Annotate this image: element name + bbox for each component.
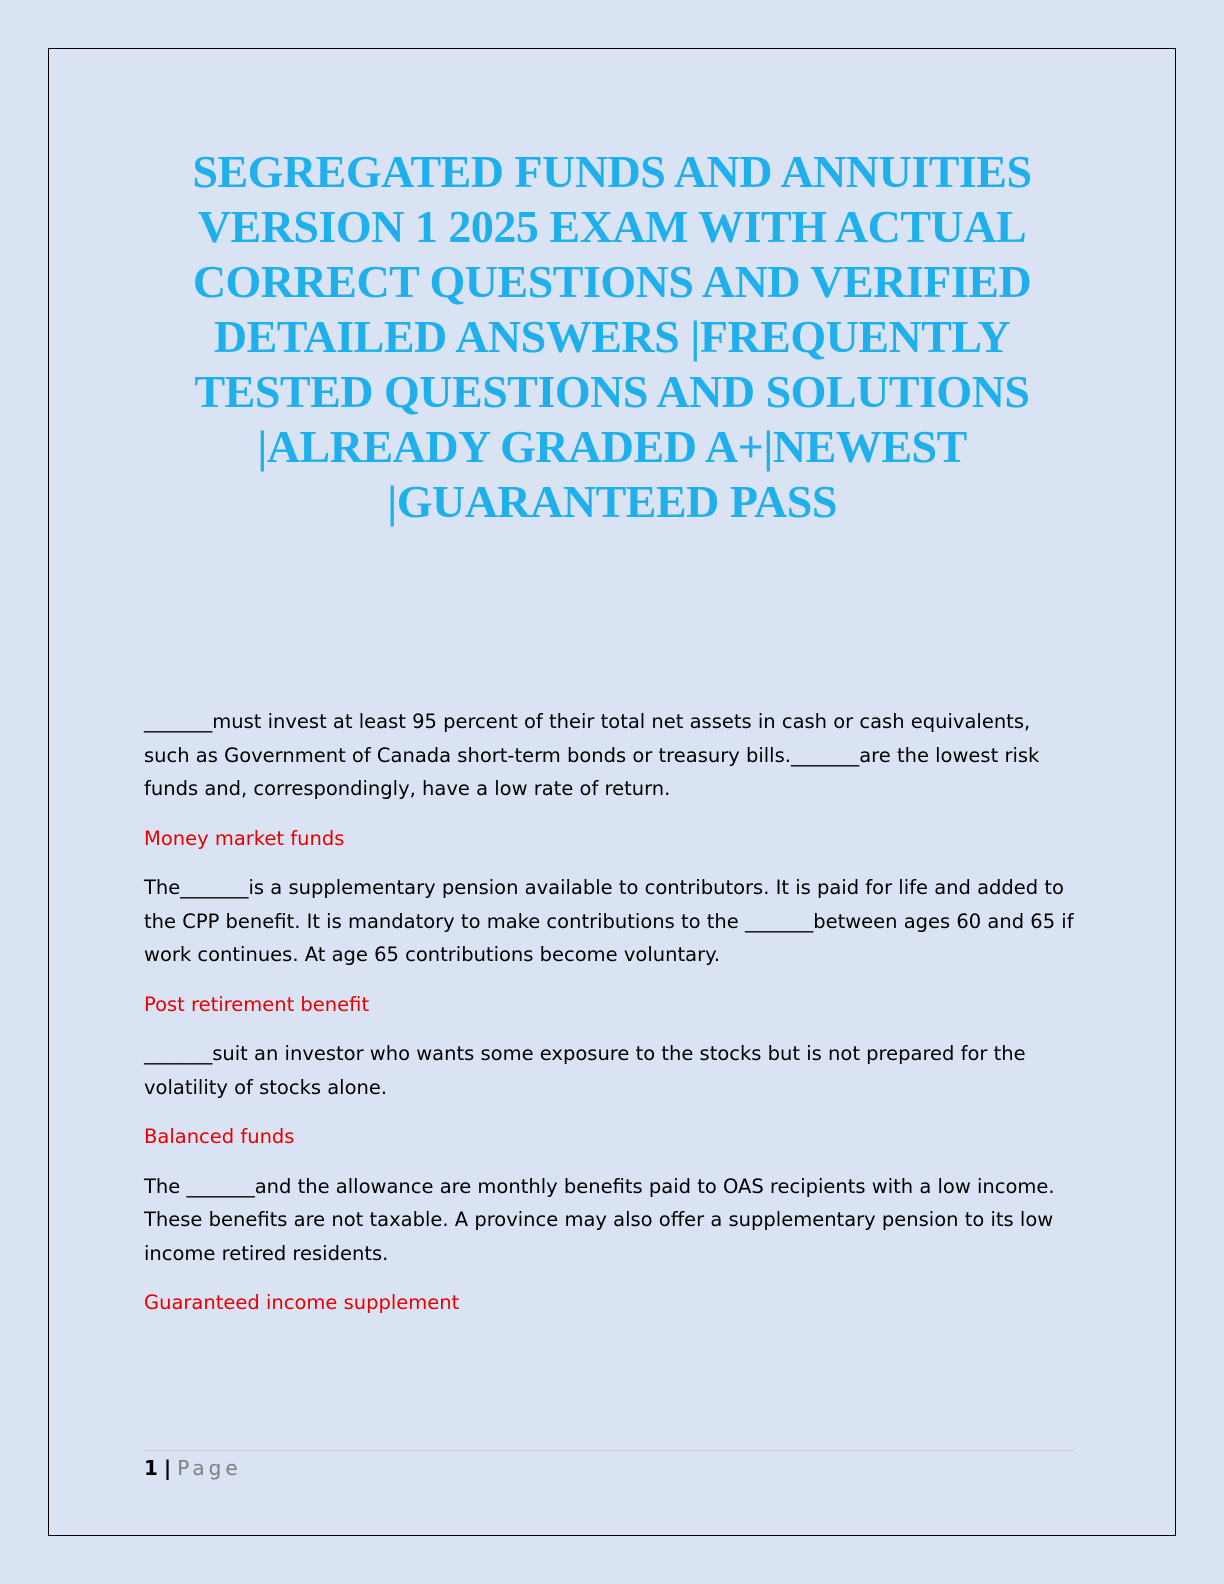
question-3: _______suit an investor who wants some exposure to the stocks but is not prepared for the volatility of stocks alone. (144, 1042, 1026, 1099)
qa-content (144, 705, 1079, 1336)
answer-4: Guaranteed income supplement (144, 1291, 460, 1314)
question-1: _______must invest at least 95 percent of their total net assets in cash or cash equivalents, such as Government of Canada short-term bonds or treasury bills._______are the lowest risk funds and, correspondingly, have a low rate of return. (144, 710, 1040, 800)
document-title: SEGREGATED FUNDS AND ANNUITIES VERSION 1 2025 EXAM WITH ACTUAL CORRECT QUESTIONS AND VERIFIED DETAILED ANSWERS |FREQUENTLY TESTED QUESTIONS AND SOLUTIONS |ALREADY GRADED A+|NEWEST |GUARANTEED PASS (192, 146, 1032, 527)
question-2: The_______is a supplementary pension available to contributors. It is paid for life and added to the CPP benefit. It is mandatory to make contributions to the _______between ages 60 and 65 if work continues. At age 65 contributions become voluntary. (144, 876, 1074, 966)
footer-separator: | (163, 1456, 172, 1480)
page-number: 1 (144, 1456, 158, 1480)
answer-3: Balanced funds (144, 1125, 295, 1148)
answer-1: Money market funds (144, 826, 345, 850)
footer-divider (144, 1450, 1074, 1451)
answer-2: Post retirement benefit (144, 992, 370, 1016)
page-footer (144, 1453, 242, 1483)
question-4: The _______and the allowance are monthly benefits paid to OAS recipients with a low income. These benefits are not taxable. A province may also offer a supplementary pension to its low income retired residents. (144, 1174, 1055, 1265)
page-label: Page (177, 1456, 242, 1480)
